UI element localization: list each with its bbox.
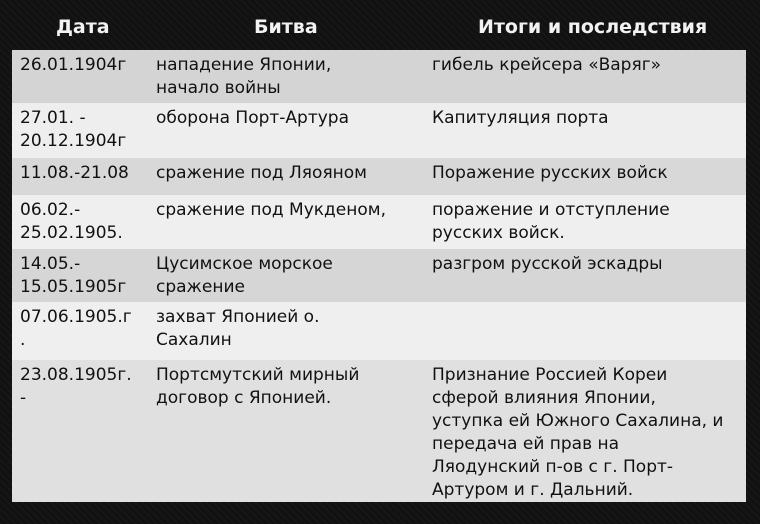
battle-cell: Портсмутский мирный договор с Японией.: [148, 360, 424, 502]
result-cell: [424, 302, 746, 360]
result-cell: гибель крейсера «Варяг»: [424, 50, 746, 103]
result-cell: Поражение русских войск: [424, 158, 746, 195]
table-row: [12, 195, 746, 249]
table-row: [12, 302, 746, 360]
battle-cell: сражение под Мукденом,: [148, 195, 424, 249]
battle-cell: нападение Японии, начало войны: [148, 50, 424, 103]
table-row: [12, 360, 746, 502]
battle-cell: сражение под Ляояном: [148, 158, 424, 195]
war-events-table: [12, 50, 746, 502]
result-cell: поражение и отступление русских войск.: [424, 195, 746, 249]
table-row: [12, 50, 746, 103]
table-row: [12, 158, 746, 195]
battle-cell: Цусимское морское сражение: [148, 249, 424, 302]
table-header: [12, 6, 748, 48]
table-row: [12, 103, 746, 158]
header-date: Дата: [56, 16, 110, 38]
date-cell: 11.08.-21.08: [12, 158, 148, 195]
date-cell: 26.01.1904г: [12, 50, 148, 103]
date-cell: 27.01. - 20.12.1904г: [12, 103, 148, 158]
battle-cell: оборона Порт-Артура: [148, 103, 424, 158]
table-row: [12, 249, 746, 302]
result-cell: разгром русской эскадры: [424, 249, 746, 302]
date-cell: 07.06.1905.г .: [12, 302, 148, 360]
header-battle: Битва: [254, 16, 318, 38]
result-cell: Капитуляция порта: [424, 103, 746, 158]
result-cell: Признание Россией Кореи сферой влияния Японии, уступка ей Южного Сахалина, и передача ей прав на Ляодунский п-ов с г. Порт- Артуром и г. Дальний.: [424, 360, 746, 502]
date-cell: 14.05.- 15.05.1905г: [12, 249, 148, 302]
date-cell: 23.08.1905г. -: [12, 360, 148, 502]
date-cell: 06.02.- 25.02.1905.: [12, 195, 148, 249]
header-result: Итоги и последствия: [478, 16, 708, 38]
battle-cell: захват Японией о. Сахалин: [148, 302, 424, 360]
